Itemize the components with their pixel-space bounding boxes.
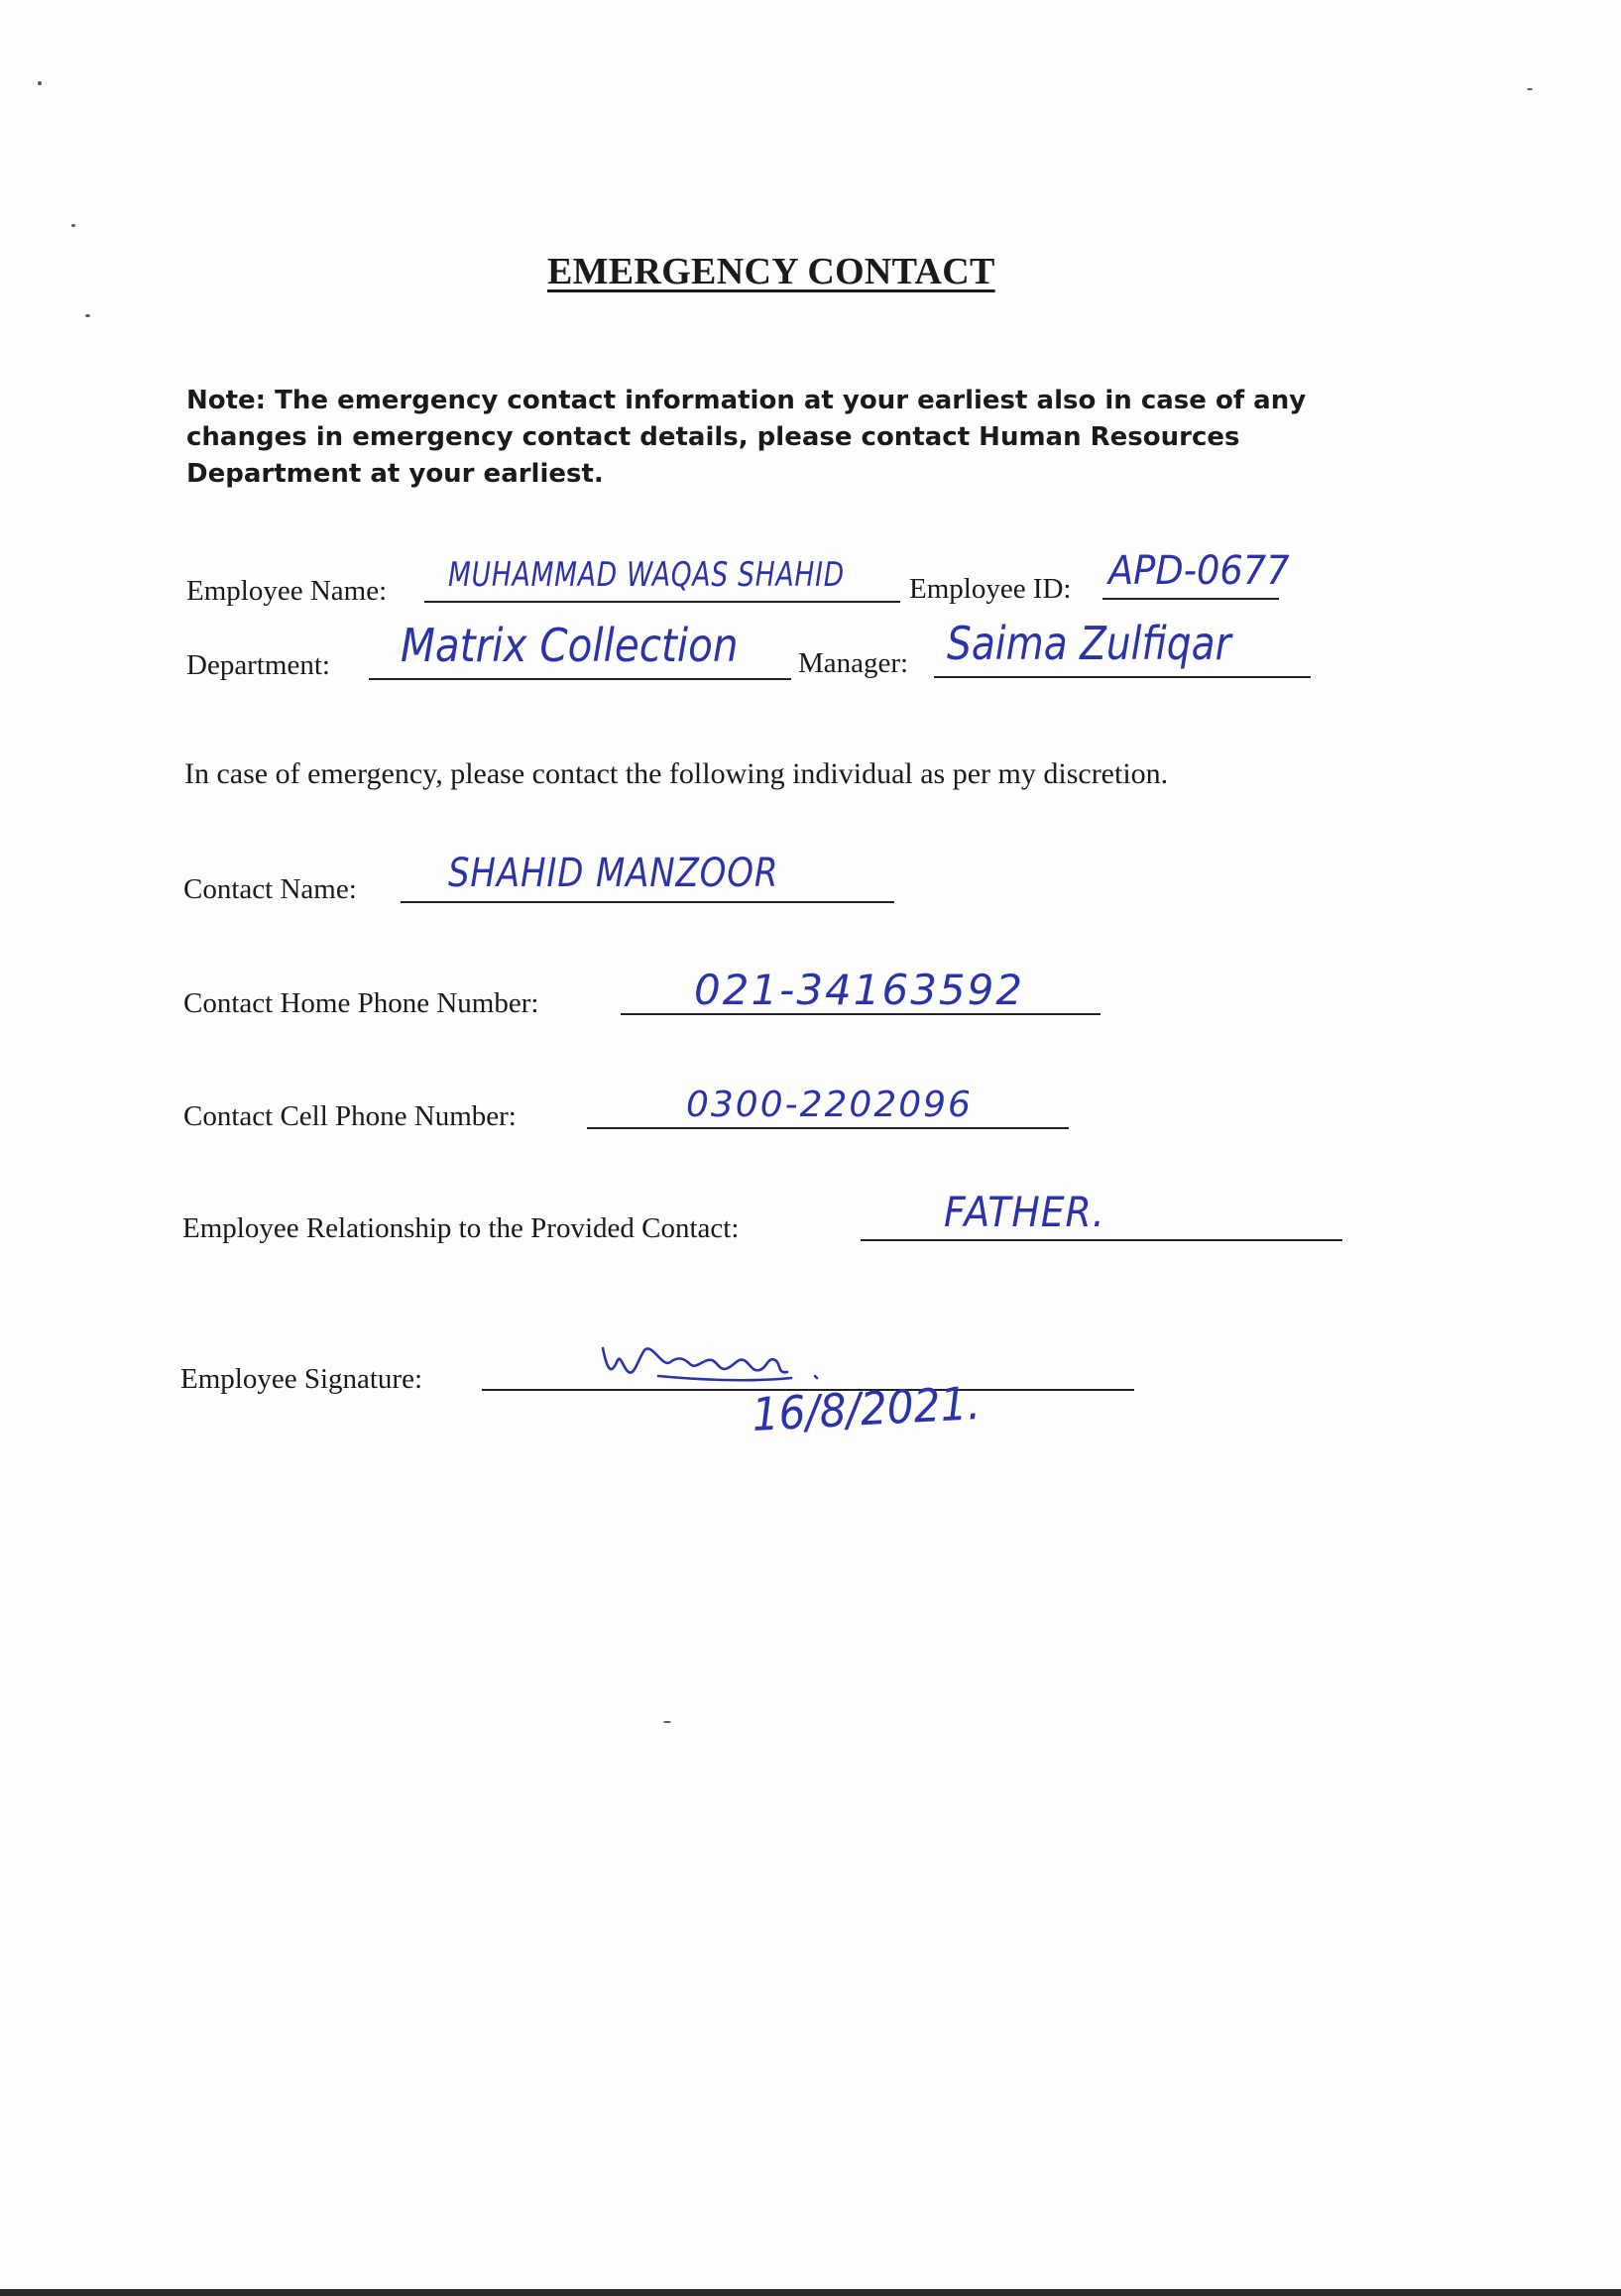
- scan-speck: [38, 81, 42, 85]
- cell-phone-label: Contact Cell Phone Number:: [183, 1100, 517, 1132]
- employee-name-label: Employee Name:: [186, 575, 388, 607]
- signature-date: 16/8/2021.: [751, 1376, 983, 1441]
- contact-name-label: Contact Name:: [183, 873, 357, 905]
- home-phone-value: 021-34163592: [694, 966, 1025, 1014]
- manager-value: Saima Zulfiqar: [947, 617, 1231, 670]
- scan-speck: [71, 224, 75, 227]
- employee-name-value: MUHAMMAD WAQAS SHAHID: [448, 555, 845, 595]
- cell-phone-line: [587, 1127, 1069, 1129]
- contact-name-line: [401, 901, 894, 903]
- contact-name-value: SHAHID MANZOOR: [448, 851, 779, 896]
- manager-line: [934, 676, 1311, 678]
- employee-id-line: [1102, 598, 1279, 600]
- manager-label: Manager:: [798, 647, 909, 679]
- signature-label: Employee Signature:: [180, 1363, 423, 1395]
- scan-speck: [85, 314, 90, 317]
- scan-bottom-edge: [0, 2289, 1621, 2296]
- scan-speck: [663, 1721, 671, 1723]
- department-label: Department:: [186, 649, 330, 681]
- home-phone-label: Contact Home Phone Number:: [183, 987, 539, 1019]
- employee-name-line: [424, 601, 900, 603]
- intro-text: In case of emergency, please contact the following individual as per my discretion.: [184, 757, 1169, 790]
- relationship-label: Employee Relationship to the Provided Contact:: [182, 1212, 740, 1244]
- employee-id-label: Employee ID:: [909, 573, 1072, 605]
- relationship-value: FATHER.: [944, 1188, 1105, 1236]
- scan-speck: [1527, 88, 1533, 90]
- department-value: Matrix Collection: [401, 619, 739, 672]
- cell-phone-value: 0300-2202096: [686, 1085, 973, 1125]
- form-title: EMERGENCY CONTACT: [547, 251, 995, 292]
- form-note: Note: The emergency contact information at your earliest also in case of any changes in emergency contact details, please contact Human Resources Department at your earliest.: [186, 386, 1307, 489]
- relationship-line: [861, 1239, 1342, 1241]
- employee-id-value: APD-0677: [1108, 548, 1290, 594]
- department-line: [369, 678, 791, 680]
